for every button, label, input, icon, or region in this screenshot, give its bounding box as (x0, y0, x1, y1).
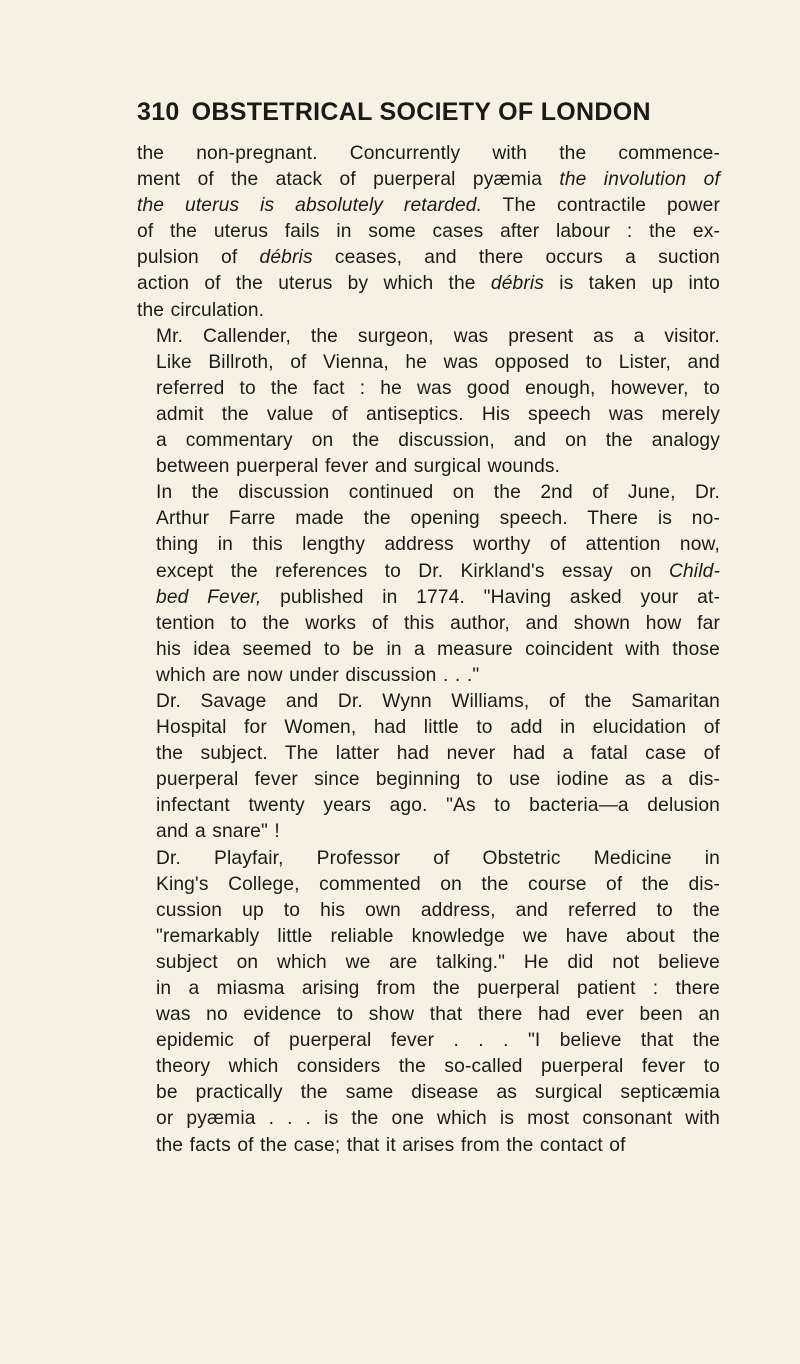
paragraph (137, 846, 720, 1159)
text-run: admit the value of antiseptics. His speech was merely (156, 403, 720, 425)
text-run: "remarkably little reliable knowledge we have about the (156, 925, 720, 947)
text-run: thing in this lengthy address worthy of attention now, (156, 534, 720, 556)
text-run: cussion up to his own address, and referred to the (156, 899, 720, 921)
text-run: tention to the works of this author, and shown how far (156, 612, 720, 634)
text-line (137, 193, 720, 219)
text-run: a commentary on the discussion, and on the analogy (156, 430, 720, 452)
text-line (137, 559, 720, 585)
text-run: puerperal fever since beginning to use iodine as a dis- (156, 769, 720, 791)
paragraph (137, 141, 720, 324)
text-run: his idea seemed to be in a measure coincident with those (156, 638, 720, 660)
text-line (137, 950, 720, 976)
text-line (137, 585, 720, 611)
text-run: which are now under discussion . . ." (156, 664, 480, 686)
text-line (137, 846, 720, 872)
text-line (137, 402, 720, 428)
text-run: Like Billroth, of Vienna, he was opposed to Lister, and (156, 351, 720, 373)
paragraph (137, 324, 720, 481)
text-run: the non-pregnant. Concurrently with the commence- (137, 143, 720, 164)
text-line (137, 663, 720, 689)
text-line (137, 1080, 720, 1106)
text-line (137, 1028, 720, 1054)
italic-text: débris (490, 273, 545, 295)
text-line (137, 1106, 720, 1132)
text-line (137, 1133, 720, 1159)
text-line (137, 1002, 720, 1028)
text-line (137, 793, 720, 819)
text-run: published in 1774. "Having asked your at- (261, 586, 720, 608)
text-line (137, 976, 720, 1002)
text-run: pulsion of (137, 247, 260, 269)
text-run: between puerperal fever and surgical wounds. (156, 456, 561, 478)
italic-text: bed Fever, (156, 586, 262, 608)
text-run: The contractile power (482, 195, 720, 217)
paragraph (137, 689, 720, 846)
text-run: Dr. Savage and Dr. Wynn Williams, of the Samaritan (156, 690, 720, 712)
paragraph (137, 480, 720, 689)
text-run: the circulation. (137, 299, 265, 321)
text-run: Hospital for Women, had little to add in elucidation of (156, 717, 720, 739)
text-line (137, 1054, 720, 1080)
text-line (137, 298, 720, 324)
italic-text: the uterus is absolutely retarded. (137, 195, 483, 217)
text-run: infectant twenty years ago. "As to bacteria—a delusion (156, 795, 720, 817)
text-line (137, 167, 720, 193)
text-line (137, 898, 720, 924)
text-run: or pyæmia . . . is the one which is most consonant with (156, 1108, 720, 1130)
text-run: referred to the fact : he was good enough, however, to (156, 377, 720, 399)
text-line (137, 245, 720, 271)
text-run: ment of the atack of puerperal pyæmia (137, 169, 560, 191)
running-title: OBSTETRICAL SOCIETY OF LONDON (191, 98, 651, 126)
text-run: the facts of the case; that it arises from the contact of (156, 1134, 626, 1156)
text-line (137, 324, 720, 350)
text-run: in a miasma arising from the puerperal patient : there (156, 978, 720, 999)
text-line (137, 271, 720, 297)
text-run: epidemic of puerperal fever . . . "I believe that the (156, 1030, 720, 1052)
body-text (137, 141, 720, 1159)
text-run: King's College, commented on the course of the dis- (156, 873, 720, 895)
text-run: ceases, and there occurs a suction (312, 247, 720, 269)
text-line (137, 350, 720, 376)
text-line (137, 141, 720, 167)
text-line (137, 767, 720, 793)
text-line (137, 872, 720, 898)
text-line (137, 428, 720, 454)
text-run: the subject. The latter had never had a fatal case of (156, 743, 720, 765)
italic-text: Child- (668, 560, 720, 582)
text-run: action of the uterus by which the (137, 273, 491, 295)
text-line (137, 532, 720, 558)
text-line (137, 611, 720, 637)
text-run: of the uterus fails in some cases after labour : the ex- (137, 221, 720, 243)
text-run: In the discussion continued on the 2nd of June, Dr. (156, 482, 720, 504)
text-run: Dr. Playfair, Professor of Obstetric Medicine in (156, 847, 720, 869)
text-line (137, 689, 720, 715)
italic-text: débris (259, 247, 313, 269)
running-head (137, 98, 720, 127)
text-line (137, 741, 720, 767)
text-line (137, 454, 720, 480)
text-line (137, 637, 720, 663)
text-line (137, 480, 720, 506)
text-line (137, 506, 720, 532)
text-line (137, 924, 720, 950)
text-run: except the references to Dr. Kirkland's essay on (156, 560, 669, 582)
text-run: was no evidence to show that there had ever been an (156, 1004, 720, 1026)
text-run: subject on which we are talking." He did not believe (156, 951, 720, 973)
text-line (137, 219, 720, 245)
text-run: theory which considers the so-called puerperal fever to (156, 1056, 720, 1078)
text-line (137, 376, 720, 402)
text-line (137, 819, 720, 845)
text-run: Arthur Farre made the opening speech. There is no- (156, 508, 720, 530)
italic-text: the involution of (559, 169, 720, 191)
text-line (137, 715, 720, 741)
text-run: be practically the same disease as surgical septicæmia (156, 1082, 720, 1104)
text-run: is taken up into (544, 273, 720, 295)
text-run: and a snare" ! (156, 821, 280, 843)
page-number: 310 (137, 98, 180, 126)
text-run: Mr. Callender, the surgeon, was present as a visitor. (156, 325, 720, 347)
